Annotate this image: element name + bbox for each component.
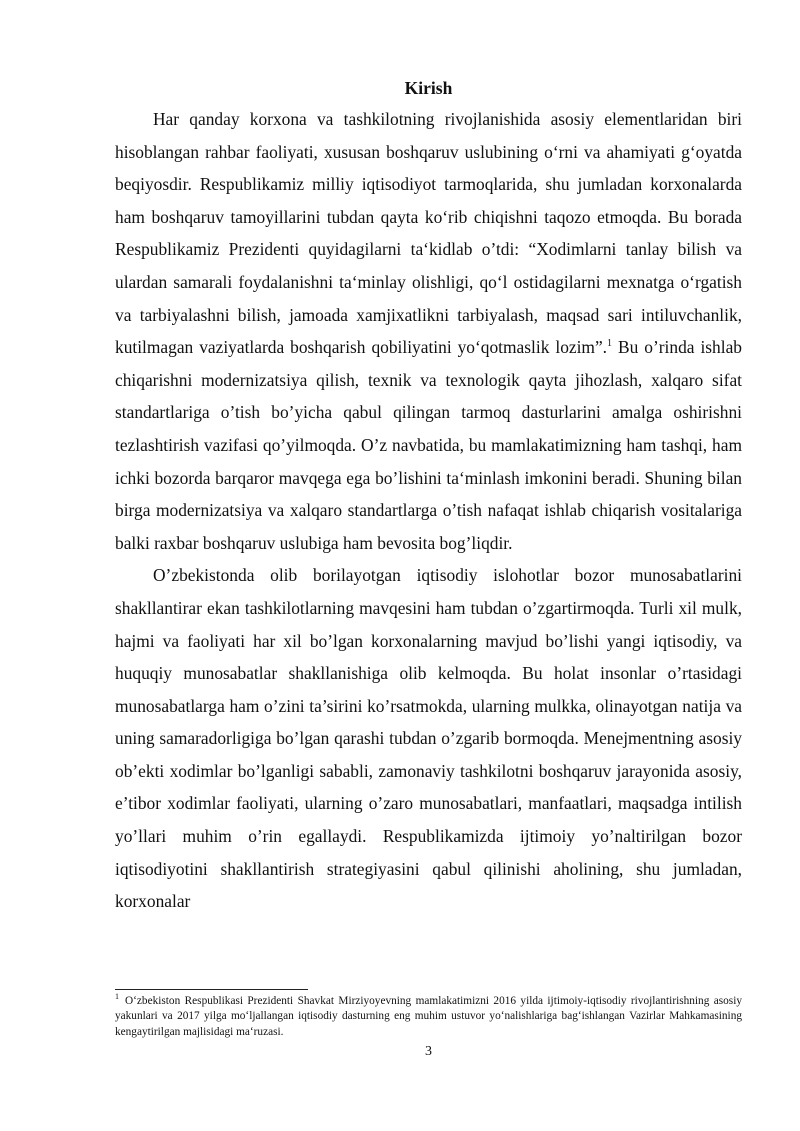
paragraph-1-continuation: Bu o’rinda ishlab chiqarishni modernizatsiya qilish, texnik va texnologik qayta jihozlash, xalqaro sifat standartlariga o’tish bo’yicha qabul qilingan tarmoq dasturlarini amalga oshirishni tezlashtirish vazifasi qo’yilmoqda. O’z navbatida, bu mamlakatimizning ham tashqi, ham ichki bozorda barqaror mavqega ega bo’lishini ta‘minlash imkonini beradi. Shuning bilan birga modernizatsiya va xalqaro standartlarga o’tish nafaqat ishlab chiqarish vositalariga balki raxbar boshqaruv uslubiga ham bevosita bog’liqdir. (115, 337, 742, 553)
footnote-text: O‘zbekiston Respublikasi Prezidenti Shavkat Mirziyoyevning mamlakatimizni 2016 yilda ijtimoiy-iqtisodiy rivojlantirishning asosiy yakunlari va 2017 yilga mo‘ljallangan iqtisodiy dasturning eng muhim ustuvor yo‘nalishlariga bag‘ishlangan Vazirlar Mahkamasining kengaytirilgan majlisidagi ma‘ruzasi. (115, 995, 742, 1038)
footnote-separator (115, 989, 308, 990)
paragraph-2: O’zbekistonda olib borilayotgan iqtisodiy islohotlar bozor munosabatlarini shakllantirar ekan tashkilotlarning mavqesini ham tubdan o’zgartirmoqda. Turli xil mulk, hajmi va faoliyati har xil bo’lgan korxonalarning mavjud bo’lishi yangi iqtisodiy, va huquqiy munosabatlar shakllanishiga olib kelmoqda. Bu holat insonlar o’rtasidagi munosabatlarga ham o’zini ta’sirini ko’rsatmokda, ularning mulkka, olinayotgan natija va uning samaradorligiga bo’lgan qarashi tubdan o’zgarib bormoqda. Menejmentning asosiy ob’ekti xodimlar bo’lganligi sababli, zamonaviy tashkilotni boshqaruv jarayonida asosiy, e’tibor xodimlar faoliyati, ularning o’zaro munosabatlari, manfaatlari, maqsadga intilish yo’llari muhim o’rin egallaydi. Respublikamizda ijtimoiy yo’naltirilgan bozor iqtisodiyotini shakllantirish strategiyasini qabul qilinishi aholining, shu jumladan, korxonalar (115, 565, 742, 912)
paragraph-1-text: Har qanday korxona va tashkilotning rivojlanishida asosiy elementlaridan biri hisoblangan rahbar faoliyati, xususan boshqaruv uslubining o‘rni va ahamiyati g‘oyatda beqiyosdir. Respublikamiz milliy iqtisodiyot tarmoqlarida, shu jumladan korxonalarda ham boshqaruv tamoyillarini tubdan qayta ko‘rib chiqishni taqozo etmoqda. Bu borada Respublikamiz Prezidenti quyidagilarni ta‘kidlab o’tdi: “Xodimlarni tanlay bilish va ulardan samarali foydalanishni ta‘minlay olishligi, qo‘l ostidagilarni mexnatga o‘rgatish va tarbiyalashni bilish, jamoada xamjixatlikni tarbiyalash, maqsad sari intiluvchanlik, kutilmagan vaziyatlarda boshqarish qobiliyatini yo‘qotmaslik lozim”. (115, 109, 742, 358)
footnote (115, 994, 742, 1040)
footnote-reference: 1 (607, 338, 613, 350)
footnote-mark: 1 (115, 992, 119, 1002)
body-text (115, 103, 742, 918)
page-title: Kirish (404, 78, 453, 98)
paragraph-1 (115, 103, 742, 559)
page-number: 3 (425, 1044, 432, 1059)
